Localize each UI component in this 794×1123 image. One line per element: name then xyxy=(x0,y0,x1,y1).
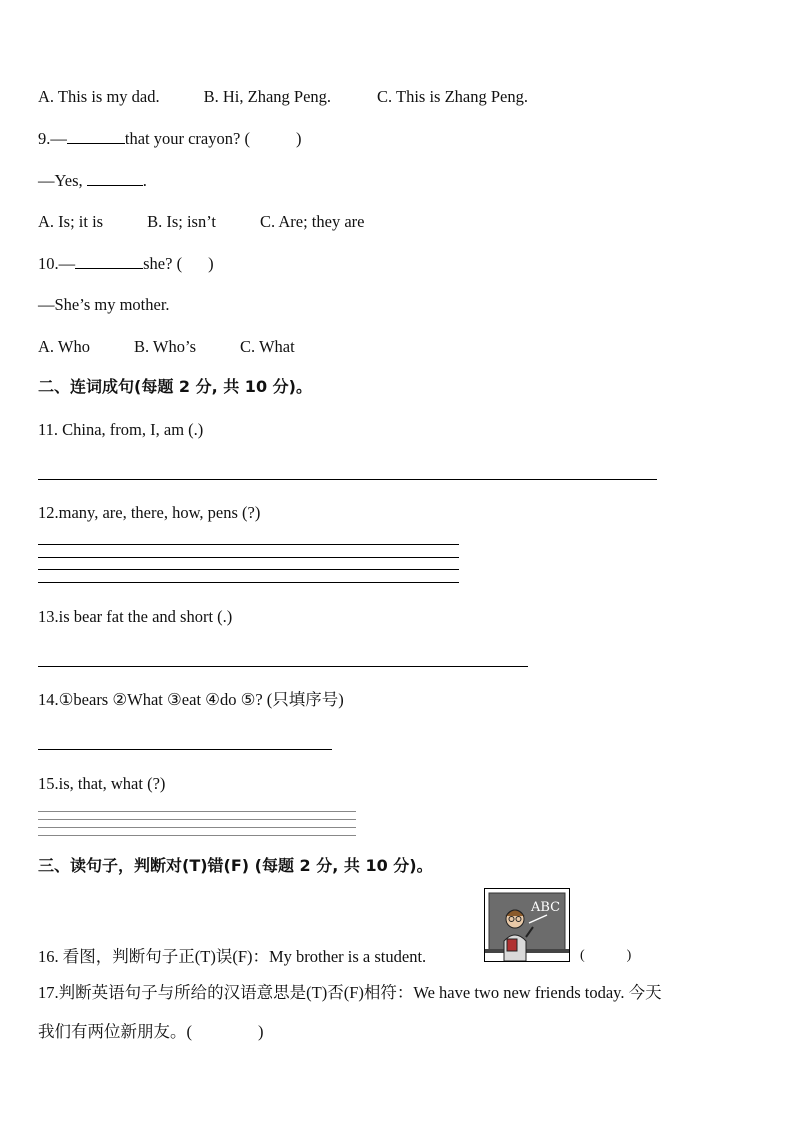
q10-option-a: A. Who xyxy=(38,337,90,356)
q11-answer-line[interactable] xyxy=(38,479,657,480)
q9-question xyxy=(38,129,301,149)
q8-option-a: A. This is my dad. xyxy=(38,87,160,106)
q9-option-b: B. Is; isn’t xyxy=(147,212,217,231)
q12-prompt: 12.many, are, there, how, pens (?) xyxy=(38,503,261,522)
q8-option-b: B. Hi, Zhang Peng. xyxy=(203,87,332,106)
q15-prompt: 15.is, that, what (?) xyxy=(38,774,166,793)
q15-writing-line[interactable] xyxy=(38,827,356,828)
q8-option-c: C. This is Zhang Peng. xyxy=(377,87,528,106)
q9-options-row xyxy=(38,212,364,232)
q9-option-c: C. Are; they are xyxy=(260,212,365,231)
q13-prompt: 13.is bear fat the and short (.) xyxy=(38,607,233,626)
q12-writing-line[interactable] xyxy=(38,557,459,558)
q9-answer-prefix: —Yes, xyxy=(38,171,83,190)
q17-line-1: 17.判断英语句子与所给的汉语意思是(T)否(F)相符：We have two new friends today. 今天 xyxy=(38,983,662,1002)
q17-line-2: 我们有两位新朋友。( ) xyxy=(38,1022,264,1041)
q9-number: 9.— xyxy=(38,129,67,148)
q12-writing-line[interactable] xyxy=(38,569,459,570)
q10-text: she? ( xyxy=(143,254,183,273)
q9-text: that your crayon? ( xyxy=(124,129,250,148)
section-2-heading: 二、连词成句(每题 2 分, 共 10 分)。 xyxy=(38,377,312,396)
q10-option-b: B. Who’s xyxy=(133,337,196,356)
q14-prompt: 14.①bears ②What ③eat ④do ⑤? (只填序号) xyxy=(38,690,344,709)
q10-option-c: C. What xyxy=(240,337,295,356)
q10-number: 10.— xyxy=(38,254,76,273)
q15-writing-line[interactable] xyxy=(38,819,356,820)
q12-writing-line[interactable] xyxy=(38,544,459,545)
q16-text: 16. 看图，判断句子正(T)误(F)：My brother is a student. xyxy=(38,947,427,966)
q10-blank[interactable] xyxy=(75,254,143,269)
q16-prompt xyxy=(38,947,426,967)
q9-answer-end: . xyxy=(142,171,147,190)
blackboard-label: ABC xyxy=(531,900,561,915)
q10-paren-close: ) xyxy=(208,254,214,273)
q14-answer-line[interactable] xyxy=(38,749,332,750)
q9-paren-close: ) xyxy=(295,129,302,148)
q12-writing-line[interactable] xyxy=(38,582,459,583)
q10-question xyxy=(38,254,214,274)
q13-answer-line[interactable] xyxy=(38,666,528,667)
q8-options-row xyxy=(38,87,528,107)
q9-option-a: A. Is; it is xyxy=(38,212,104,231)
q15-writing-line[interactable] xyxy=(38,811,356,812)
q10-options-row xyxy=(38,337,295,357)
q11-prompt: 11. China, from, I, am (.) xyxy=(38,420,204,439)
q15-writing-line[interactable] xyxy=(38,835,356,836)
section-3-heading: 三、读句子，判断对(T)错(F) (每题 2 分, 共 10 分)。 xyxy=(38,856,433,875)
q10-answer: —She’s my mother. xyxy=(38,295,170,314)
q16-answer-parentheses[interactable]: ( ) xyxy=(580,948,632,963)
teacher-picture xyxy=(484,888,570,962)
teacher-illustration xyxy=(485,889,569,961)
q9-answer xyxy=(38,171,147,191)
q9-answer-blank[interactable] xyxy=(87,171,143,186)
q9-blank[interactable] xyxy=(67,129,125,144)
